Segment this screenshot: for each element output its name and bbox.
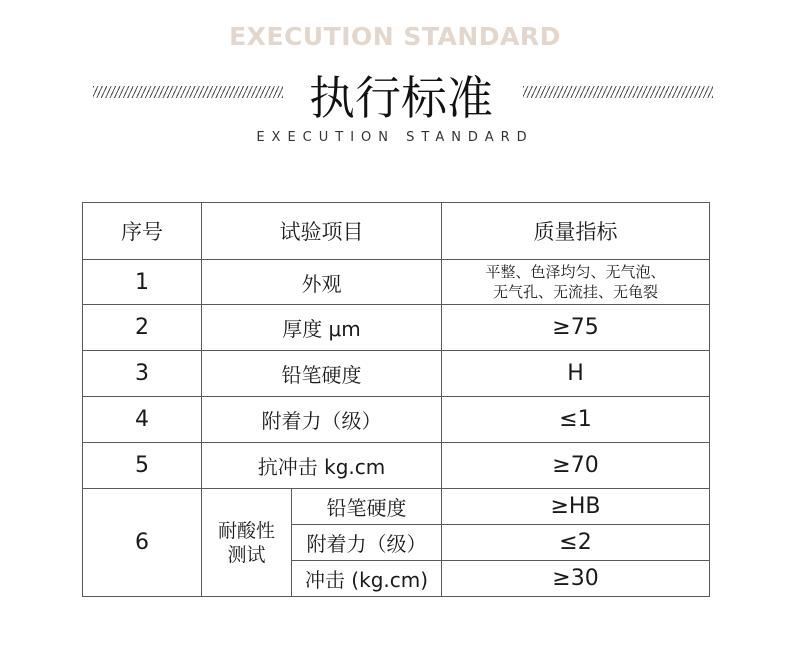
table-row xyxy=(83,305,710,351)
acid-resistance-label xyxy=(202,489,292,597)
table-row xyxy=(83,489,710,525)
quality-value: ≥70 xyxy=(442,443,710,489)
test-item: 附着力（级） xyxy=(202,397,442,443)
row-number: 6 xyxy=(83,489,202,597)
decorative-hatch-right xyxy=(523,86,713,98)
row-number: 1 xyxy=(83,260,202,305)
test-item: 外观 xyxy=(202,260,442,305)
row-number: 4 xyxy=(83,397,202,443)
english-subheading: EXECUTION STANDARD xyxy=(256,130,534,145)
quality-value: ≥30 xyxy=(442,561,710,597)
table-header-row xyxy=(83,203,710,260)
header-serial-number: 序号 xyxy=(83,203,202,260)
quality-value-line-2: 无气孔、无流挂、无龟裂 xyxy=(492,283,658,301)
standards-table xyxy=(82,202,710,597)
acid-label-line-2: 测试 xyxy=(227,543,266,566)
table-row xyxy=(83,397,710,443)
english-heading-top: EXECUTION STANDARD xyxy=(229,22,561,51)
test-item: 铅笔硬度 xyxy=(202,351,442,397)
sub-test-item: 附着力（级） xyxy=(292,525,442,561)
quality-value: H xyxy=(442,351,710,397)
quality-value xyxy=(442,260,710,305)
acid-label-line-1: 耐酸性 xyxy=(217,519,275,542)
title-row xyxy=(0,60,790,125)
quality-value: ≥75 xyxy=(442,305,710,351)
quality-value: ≤1 xyxy=(442,397,710,443)
sub-test-item: 铅笔硬度 xyxy=(292,489,442,525)
header-quality-index: 质量指标 xyxy=(442,203,710,260)
test-item: 厚度 μm xyxy=(202,305,442,351)
sub-test-item: 冲击 (kg.cm) xyxy=(292,561,442,597)
row-number: 3 xyxy=(83,351,202,397)
row-number: 5 xyxy=(83,443,202,489)
quality-value: ≥HB xyxy=(442,489,710,525)
page-title: 执行标准 xyxy=(309,71,493,125)
quality-value-line-1: 平整、色泽均匀、无气泡、 xyxy=(485,263,666,281)
table-row xyxy=(83,351,710,397)
table-row xyxy=(83,443,710,489)
quality-value: ≤2 xyxy=(442,525,710,561)
test-item: 抗冲击 kg.cm xyxy=(202,443,442,489)
decorative-hatch-left xyxy=(93,86,283,98)
header-test-item: 试验项目 xyxy=(202,203,442,260)
row-number: 2 xyxy=(83,305,202,351)
table-row xyxy=(83,260,710,305)
